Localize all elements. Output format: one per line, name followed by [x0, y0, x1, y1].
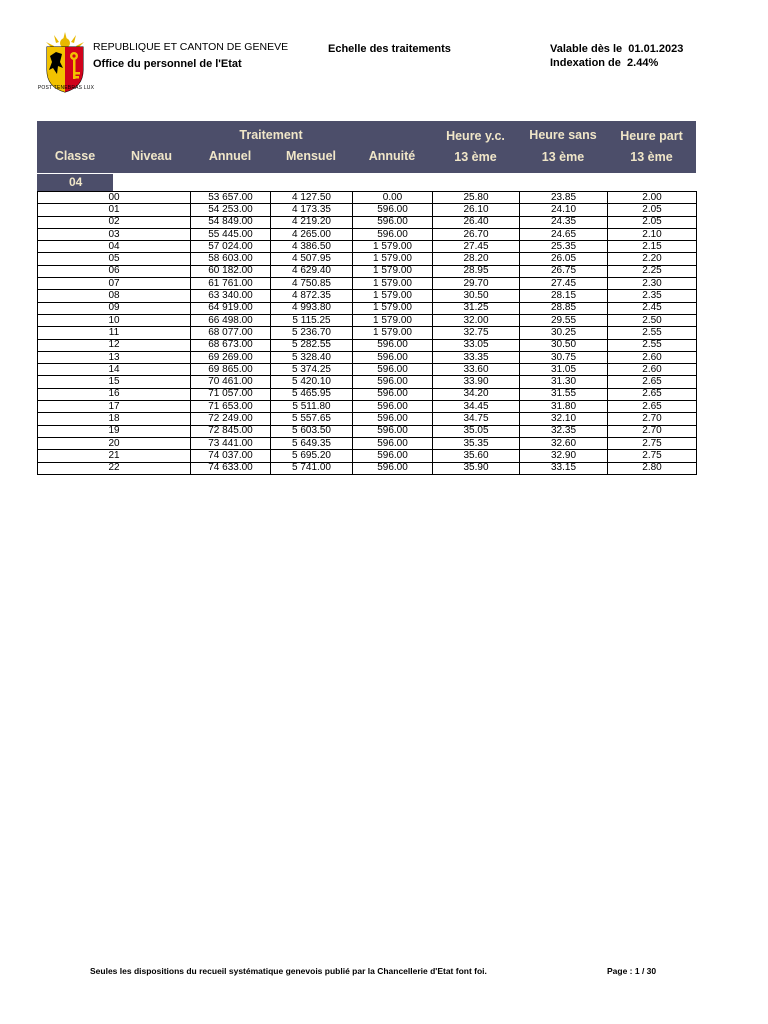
- cell-heure-yc: 33.35: [433, 351, 520, 363]
- cell-annuel: 69 865.00: [191, 364, 271, 376]
- cell-annuite: 596.00: [353, 401, 433, 413]
- cell-annuite: 1 579.00: [353, 253, 433, 265]
- cell-niveau: 19: [38, 425, 191, 437]
- cell-annuel: 73 441.00: [191, 437, 271, 449]
- footer-note: Seules les dispositions du recueil systématique genevois publié par la Chancellerie d'Etat font foi.: [90, 966, 487, 976]
- cell-heure-sans: 24.10: [520, 204, 608, 216]
- cell-annuite: 0.00: [353, 192, 433, 204]
- cell-heure-sans: 28.85: [520, 302, 608, 314]
- col-heure-sans-13: 13 ème: [541, 150, 585, 164]
- cell-annuel: 70 461.00: [191, 376, 271, 388]
- cell-heure-yc: 34.75: [433, 413, 520, 425]
- cell-mensuel: 4 993.80: [271, 302, 353, 314]
- cell-annuite: 596.00: [353, 413, 433, 425]
- cell-annuite: 596.00: [353, 450, 433, 462]
- cell-annuite: 1 579.00: [353, 278, 433, 290]
- cell-heure-sans: 28.15: [520, 290, 608, 302]
- table-row: [38, 302, 697, 314]
- table-row: [38, 327, 697, 339]
- cell-heure-sans: 29.55: [520, 314, 608, 326]
- cell-mensuel: 5 741.00: [271, 462, 353, 474]
- cell-heure-yc: 32.75: [433, 327, 520, 339]
- cell-heure-part: 2.70: [608, 413, 697, 425]
- cell-heure-sans: 26.05: [520, 253, 608, 265]
- table-row: [38, 265, 697, 277]
- cell-niveau: 20: [38, 437, 191, 449]
- col-heure-yc: Heure y.c.: [446, 129, 505, 143]
- cell-annuite: 596.00: [353, 425, 433, 437]
- cell-heure-sans: 30.75: [520, 351, 608, 363]
- cell-heure-part: 2.55: [608, 339, 697, 351]
- cell-heure-sans: 26.75: [520, 265, 608, 277]
- cell-heure-part: 2.80: [608, 462, 697, 474]
- cell-heure-yc: 34.45: [433, 401, 520, 413]
- cell-annuite: 596.00: [353, 216, 433, 228]
- cell-niveau: 13: [38, 351, 191, 363]
- cell-heure-part: 2.55: [608, 327, 697, 339]
- cell-annuite: 1 579.00: [353, 290, 433, 302]
- cell-niveau: 04: [38, 241, 191, 253]
- table-row: [38, 425, 697, 437]
- cell-niveau: 18: [38, 413, 191, 425]
- cell-mensuel: 5 649.35: [271, 437, 353, 449]
- cell-heure-yc: 27.45: [433, 241, 520, 253]
- table-row: [38, 278, 697, 290]
- table-row: [38, 437, 697, 449]
- cell-heure-part: 2.35: [608, 290, 697, 302]
- cell-mensuel: 4 265.00: [271, 228, 353, 240]
- cell-heure-part: 2.45: [608, 302, 697, 314]
- indexation-label: Indexation de: [550, 57, 621, 69]
- cell-heure-sans: 32.35: [520, 425, 608, 437]
- cell-annuel: 63 340.00: [191, 290, 271, 302]
- cell-mensuel: 5 695.20: [271, 450, 353, 462]
- cell-heure-part: 2.65: [608, 376, 697, 388]
- col-annuel: Annuel: [208, 149, 252, 163]
- cell-niveau: 09: [38, 302, 191, 314]
- cell-heure-sans: 24.65: [520, 228, 608, 240]
- table-row: [38, 376, 697, 388]
- cell-heure-yc: 35.05: [433, 425, 520, 437]
- cell-niveau: 07: [38, 278, 191, 290]
- valable-label: Valable dès le: [550, 43, 623, 55]
- cell-heure-yc: 26.10: [433, 204, 520, 216]
- cell-niveau: 05: [38, 253, 191, 265]
- cell-heure-sans: 32.10: [520, 413, 608, 425]
- cell-heure-sans: 32.60: [520, 437, 608, 449]
- col-heure-sans: Heure sans: [529, 128, 597, 142]
- cell-heure-sans: 30.25: [520, 327, 608, 339]
- cell-heure-yc: 35.35: [433, 437, 520, 449]
- table-row: [38, 228, 697, 240]
- cell-mensuel: 4 750.85: [271, 278, 353, 290]
- cell-heure-yc: 26.70: [433, 228, 520, 240]
- cell-heure-part: 2.00: [608, 192, 697, 204]
- cell-heure-part: 2.50: [608, 314, 697, 326]
- col-heure-yc-13: 13 ème: [454, 150, 497, 164]
- cell-mensuel: 5 115.25: [271, 314, 353, 326]
- cell-annuel: 61 761.00: [191, 278, 271, 290]
- table-row: [38, 290, 697, 302]
- table-row: [38, 413, 697, 425]
- cell-heure-yc: 29.70: [433, 278, 520, 290]
- col-annuite: Annuité: [368, 149, 416, 163]
- cell-mensuel: 4 507.95: [271, 253, 353, 265]
- page-number: Page : 1 / 30: [607, 966, 657, 976]
- cell-niveau: 16: [38, 388, 191, 400]
- cell-niveau: 12: [38, 339, 191, 351]
- table-row: [38, 204, 697, 216]
- cell-heure-sans: 32.90: [520, 450, 608, 462]
- cell-heure-yc: 25.80: [433, 192, 520, 204]
- cell-mensuel: 5 465.95: [271, 388, 353, 400]
- cell-annuite: 1 579.00: [353, 314, 433, 326]
- cell-heure-part: 2.65: [608, 401, 697, 413]
- cell-mensuel: 5 557.65: [271, 413, 353, 425]
- cell-annuite: 1 579.00: [353, 327, 433, 339]
- cell-niveau: 14: [38, 364, 191, 376]
- republique-label: REPUBLIQUE ET CANTON DE GENEVE: [93, 41, 289, 53]
- table-row: [38, 401, 697, 413]
- cell-heure-sans: 23.85: [520, 192, 608, 204]
- cell-mensuel: 4 872.35: [271, 290, 353, 302]
- cell-annuite: 596.00: [353, 364, 433, 376]
- cell-mensuel: 4 173.35: [271, 204, 353, 216]
- cell-heure-part: 2.65: [608, 388, 697, 400]
- cell-heure-sans: 24.35: [520, 216, 608, 228]
- cell-heure-part: 2.75: [608, 437, 697, 449]
- table-row: [38, 388, 697, 400]
- cell-heure-yc: 26.40: [433, 216, 520, 228]
- table-row: [38, 192, 697, 204]
- table-row: [38, 462, 697, 474]
- cell-annuite: 596.00: [353, 437, 433, 449]
- cell-heure-sans: 31.80: [520, 401, 608, 413]
- cell-mensuel: 5 236.70: [271, 327, 353, 339]
- cell-annuel: 72 845.00: [191, 425, 271, 437]
- cell-heure-sans: 31.30: [520, 376, 608, 388]
- cell-mensuel: 5 328.40: [271, 351, 353, 363]
- cell-heure-yc: 30.50: [433, 290, 520, 302]
- cell-annuite: 596.00: [353, 204, 433, 216]
- cell-heure-part: 2.10: [608, 228, 697, 240]
- col-heure-part-13: 13 ème: [630, 150, 673, 164]
- cell-niveau: 10: [38, 314, 191, 326]
- cell-annuel: 64 919.00: [191, 302, 271, 314]
- cell-mensuel: 4 629.40: [271, 265, 353, 277]
- classe-badge: 04: [37, 174, 113, 191]
- cell-annuite: 596.00: [353, 351, 433, 363]
- cell-annuel: 55 445.00: [191, 228, 271, 240]
- office-label: Office du personnel de l'Etat: [93, 58, 242, 70]
- col-niveau: Niveau: [131, 149, 172, 163]
- cell-heure-part: 2.60: [608, 364, 697, 376]
- cell-annuel: 74 633.00: [191, 462, 271, 474]
- table-row: [38, 216, 697, 228]
- cell-annuel: 54 849.00: [191, 216, 271, 228]
- cell-heure-yc: 33.90: [433, 376, 520, 388]
- table-row: [38, 364, 697, 376]
- table-row: [38, 351, 697, 363]
- cell-niveau: 00: [38, 192, 191, 204]
- cell-annuel: 71 653.00: [191, 401, 271, 413]
- valable-line: [550, 43, 683, 55]
- cell-mensuel: 4 127.50: [271, 192, 353, 204]
- cell-heure-sans: 33.15: [520, 462, 608, 474]
- cell-heure-yc: 28.20: [433, 253, 520, 265]
- table-row: [38, 450, 697, 462]
- cell-heure-sans: 31.05: [520, 364, 608, 376]
- motto-text: POST TENEBRAS LUX: [37, 85, 95, 91]
- cell-heure-part: 2.75: [608, 450, 697, 462]
- col-classe: Classe: [54, 149, 96, 163]
- col-mensuel: Mensuel: [285, 149, 336, 163]
- cell-heure-sans: 25.35: [520, 241, 608, 253]
- cell-annuel: 68 673.00: [191, 339, 271, 351]
- cell-annuel: 69 269.00: [191, 351, 271, 363]
- cell-annuel: 58 603.00: [191, 253, 271, 265]
- cell-heure-part: 2.15: [608, 241, 697, 253]
- indexation-value: 2.44%: [627, 57, 659, 69]
- cell-annuel: 57 024.00: [191, 241, 271, 253]
- cell-annuel: 68 077.00: [191, 327, 271, 339]
- cell-heure-yc: 28.95: [433, 265, 520, 277]
- cell-mensuel: 5 420.10: [271, 376, 353, 388]
- table-row: [38, 339, 697, 351]
- cell-heure-sans: 27.45: [520, 278, 608, 290]
- cell-heure-yc: 33.60: [433, 364, 520, 376]
- cell-heure-part: 2.30: [608, 278, 697, 290]
- col-heure-part: Heure part: [620, 129, 683, 143]
- cell-niveau: 01: [38, 204, 191, 216]
- cell-annuite: 1 579.00: [353, 265, 433, 277]
- cell-annuite: 596.00: [353, 339, 433, 351]
- table-row: [38, 253, 697, 265]
- cell-mensuel: 5 603.50: [271, 425, 353, 437]
- cell-niveau: 02: [38, 216, 191, 228]
- table-row: [38, 241, 697, 253]
- cell-heure-part: 2.05: [608, 216, 697, 228]
- cell-heure-part: 2.05: [608, 204, 697, 216]
- cell-niveau: 22: [38, 462, 191, 474]
- cell-niveau: 15: [38, 376, 191, 388]
- cell-mensuel: 4 386.50: [271, 241, 353, 253]
- cell-annuite: 1 579.00: [353, 302, 433, 314]
- cell-mensuel: 5 374.25: [271, 364, 353, 376]
- cell-niveau: 21: [38, 450, 191, 462]
- cell-annuite: 596.00: [353, 388, 433, 400]
- cell-annuite: 596.00: [353, 228, 433, 240]
- cell-annuite: 596.00: [353, 376, 433, 388]
- cell-heure-part: 2.60: [608, 351, 697, 363]
- cell-heure-yc: 35.60: [433, 450, 520, 462]
- cell-mensuel: 4 219.20: [271, 216, 353, 228]
- cell-niveau: 17: [38, 401, 191, 413]
- cell-niveau: 06: [38, 265, 191, 277]
- cell-annuite: 1 579.00: [353, 241, 433, 253]
- cell-heure-yc: 32.00: [433, 314, 520, 326]
- valable-date: 01.01.2023: [628, 43, 684, 55]
- cell-heure-part: 2.70: [608, 425, 697, 437]
- cell-mensuel: 5 282.55: [271, 339, 353, 351]
- cell-heure-yc: 33.05: [433, 339, 520, 351]
- cell-niveau: 08: [38, 290, 191, 302]
- cell-annuel: 60 182.00: [191, 265, 271, 277]
- cell-heure-sans: 31.55: [520, 388, 608, 400]
- cell-annuel: 53 657.00: [191, 192, 271, 204]
- document-title: Echelle des traitements: [328, 43, 451, 55]
- cell-annuite: 596.00: [353, 462, 433, 474]
- cell-annuel: 74 037.00: [191, 450, 271, 462]
- cell-annuel: 72 249.00: [191, 413, 271, 425]
- salary-table: [37, 191, 697, 475]
- col-traitement: Traitement: [239, 128, 303, 142]
- cell-heure-yc: 35.90: [433, 462, 520, 474]
- cell-heure-yc: 34.20: [433, 388, 520, 400]
- table-header-band: [37, 121, 696, 173]
- cell-mensuel: 5 511.80: [271, 401, 353, 413]
- cell-annuel: 54 253.00: [191, 204, 271, 216]
- cell-niveau: 11: [38, 327, 191, 339]
- cell-heure-sans: 30.50: [520, 339, 608, 351]
- cell-niveau: 03: [38, 228, 191, 240]
- table-row: [38, 314, 697, 326]
- cell-annuel: 71 057.00: [191, 388, 271, 400]
- cell-heure-part: 2.20: [608, 253, 697, 265]
- indexation-line: [550, 57, 658, 69]
- cell-annuel: 66 498.00: [191, 314, 271, 326]
- cell-heure-yc: 31.25: [433, 302, 520, 314]
- cell-heure-part: 2.25: [608, 265, 697, 277]
